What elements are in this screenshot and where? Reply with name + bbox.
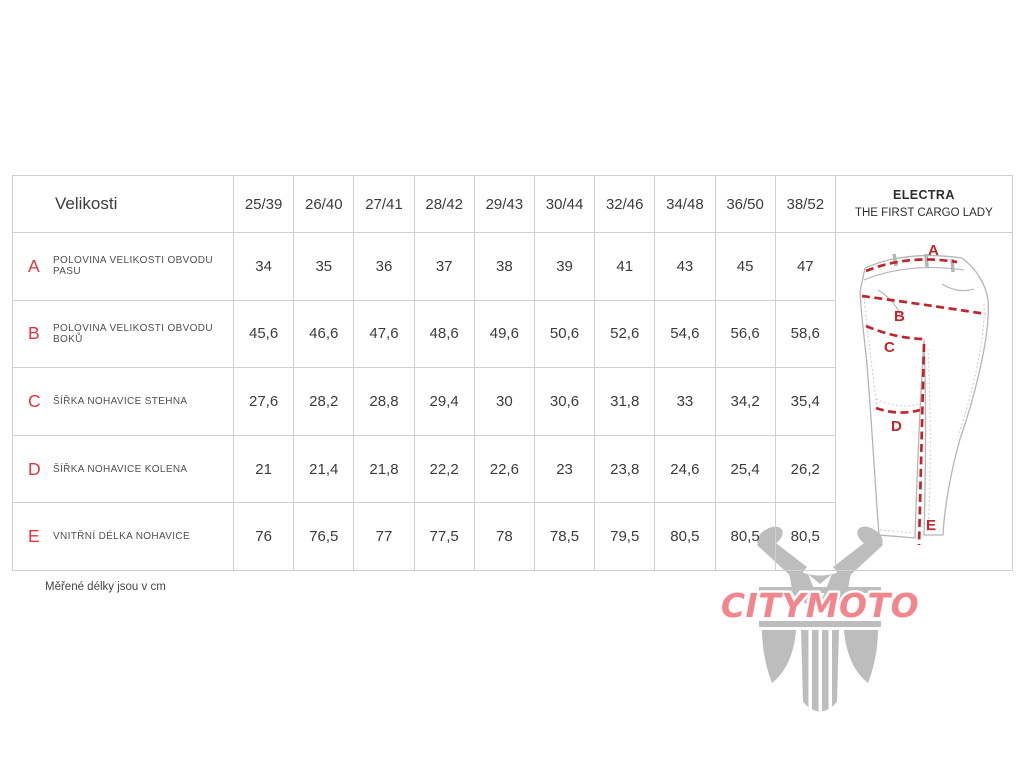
size-header: 26/40 — [294, 176, 354, 233]
value-cell: 36 — [354, 233, 414, 301]
fork-wing-left — [762, 630, 796, 683]
value-cell: 54,6 — [655, 300, 715, 368]
value-cell: 58,6 — [775, 300, 835, 368]
value-cell: 34,2 — [715, 368, 775, 436]
value-cell: 80,5 — [775, 503, 835, 571]
value-cell: 78,5 — [534, 503, 594, 571]
belt-loop — [894, 254, 896, 266]
value-cell: 52,6 — [595, 300, 655, 368]
belt-loop — [926, 254, 927, 267]
value-cell: 28,2 — [294, 368, 354, 436]
size-header: 32/46 — [595, 176, 655, 233]
value-cell: 24,6 — [655, 435, 715, 503]
value-cell: 33 — [655, 368, 715, 436]
value-cell: 37 — [414, 233, 474, 301]
value-cell: 35 — [294, 233, 354, 301]
row-label: VNITŘNÍ DÉLKA NOHAVICE — [53, 531, 190, 543]
value-cell: 80,5 — [655, 503, 715, 571]
fork-wing-right — [844, 630, 878, 683]
brand-tagline: THE FIRST CARGO LADY — [854, 206, 993, 219]
row-label: POLOVINA VELIKOSTI OBVODU BOKŮ — [53, 322, 213, 345]
measure-label-c: C — [883, 339, 895, 357]
value-cell: 80,5 — [715, 503, 775, 571]
pants-diagram — [836, 234, 1013, 569]
diagram-cell — [835, 233, 1012, 571]
value-cell: 21 — [234, 435, 294, 503]
size-header: 29/43 — [474, 176, 534, 233]
value-cell: 41 — [595, 233, 655, 301]
value-cell: 29,4 — [414, 368, 474, 436]
value-cell: 30 — [474, 368, 534, 436]
value-cell: 56,6 — [715, 300, 775, 368]
value-cell: 23 — [534, 435, 594, 503]
table-row — [13, 233, 1013, 301]
row-letter: D — [28, 458, 41, 479]
row-label-cell — [13, 435, 234, 503]
row-letter: E — [28, 526, 40, 547]
fork-gap — [809, 630, 813, 716]
brand-name: ELECTRA — [892, 188, 955, 203]
value-cell: 22,2 — [414, 435, 474, 503]
size-table — [12, 175, 1013, 571]
row-letter: C — [28, 390, 41, 411]
row-label-cell — [13, 233, 234, 301]
value-cell: 48,6 — [414, 300, 474, 368]
footnote: Měřené délky jsou v cm — [45, 581, 166, 593]
row-label-cell — [13, 368, 234, 436]
value-cell: 45 — [715, 233, 775, 301]
size-header: 34/48 — [655, 176, 715, 233]
value-cell: 47,6 — [354, 300, 414, 368]
size-header: 36/50 — [715, 176, 775, 233]
measure-label-b: B — [893, 308, 905, 326]
value-cell: 43 — [655, 233, 715, 301]
size-header: 30/44 — [534, 176, 594, 233]
value-cell: 31,8 — [595, 368, 655, 436]
value-cell: 35,4 — [775, 368, 835, 436]
measure-label-d: D — [890, 418, 902, 436]
value-cell: 76 — [234, 503, 294, 571]
value-cell: 25,4 — [715, 435, 775, 503]
size-header: 38/52 — [775, 176, 835, 233]
fork-gap — [829, 630, 833, 716]
value-cell: 28,8 — [354, 368, 414, 436]
row-label: ŠÍŘKA NOHAVICE STEHNA — [53, 395, 188, 407]
row-letter: B — [28, 323, 40, 344]
row-label: ŠÍŘKA NOHAVICE KOLENA — [53, 463, 188, 475]
sizes-title: Velikosti — [13, 176, 234, 233]
row-label-cell — [13, 503, 234, 571]
value-cell: 47 — [775, 233, 835, 301]
value-cell: 34 — [234, 233, 294, 301]
row-label: POLOVINA VELIKOSTI OBVODU PASU — [53, 255, 213, 278]
value-cell: 77 — [354, 503, 414, 571]
value-cell: 21,4 — [294, 435, 354, 503]
value-cell: 49,6 — [474, 300, 534, 368]
value-cell: 38 — [474, 233, 534, 301]
value-cell: 76,5 — [294, 503, 354, 571]
value-cell: 21,8 — [354, 435, 414, 503]
header-row — [13, 176, 1013, 233]
value-cell: 79,5 — [595, 503, 655, 571]
value-cell: 45,6 — [234, 300, 294, 368]
watermark-text: CITYMOTO — [720, 586, 920, 625]
size-header: 28/42 — [414, 176, 474, 233]
value-cell: 77,5 — [414, 503, 474, 571]
value-cell: 23,8 — [595, 435, 655, 503]
value-cell: 39 — [534, 233, 594, 301]
size-header: 27/41 — [354, 176, 414, 233]
measure-label-a: A — [927, 242, 939, 260]
value-cell: 26,2 — [775, 435, 835, 503]
value-cell: 50,6 — [534, 300, 594, 368]
row-label-cell — [13, 300, 234, 368]
measure-label-e: E — [925, 517, 936, 535]
fork-gap — [819, 630, 823, 718]
brand-header — [835, 176, 1012, 233]
value-cell: 30,6 — [534, 368, 594, 436]
value-cell: 22,6 — [474, 435, 534, 503]
size-header: 25/39 — [234, 176, 294, 233]
row-letter: A — [28, 255, 40, 276]
value-cell: 27,6 — [234, 368, 294, 436]
value-cell: 78 — [474, 503, 534, 571]
value-cell: 46,6 — [294, 300, 354, 368]
